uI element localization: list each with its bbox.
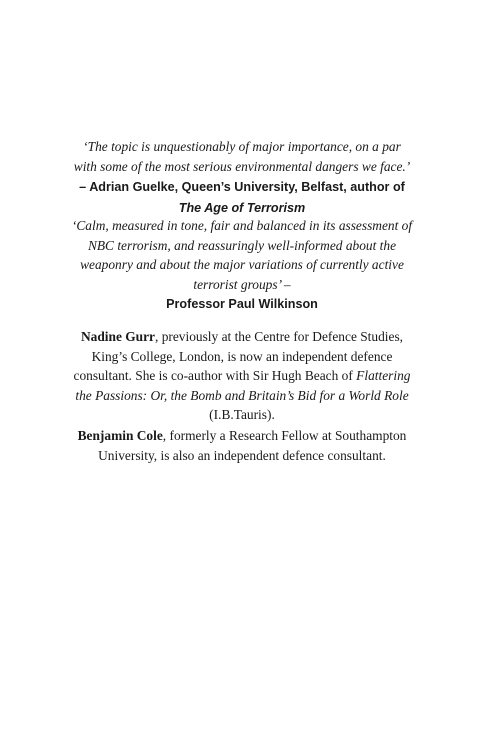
author-book-title: Flattering the Passions: Or, the Bomb and Britain’s Bid for a World Role — [75, 368, 411, 403]
author-name: Benjamin Cole — [77, 428, 163, 443]
quote-book-title: The Age of Terrorism — [178, 200, 306, 215]
author-book-publisher: (I.B.Tauris). — [209, 407, 275, 423]
author-bio-text: , formerly a Research Fellow at Southampton University, is also an independent defence consultant. — [98, 428, 407, 463]
quote-text: ‘Calm, measured in tone, fair and balanced in its assessment of NBC terrorism, and reassuringly well-informed about the weaponry and about the major variations of currently active terrorist groups’ — [71, 218, 413, 292]
author-bio-gurr — [70, 327, 414, 425]
author-bio-cole — [70, 426, 414, 465]
quote-attribution: – Adrian Guelke, Queen’s University, Belfast, author of — [79, 180, 405, 195]
endorsement-quote-guelke — [70, 137, 414, 218]
quote-attribution: Professor Paul Wilkinson — [166, 297, 318, 312]
quote-text: ‘The topic is unquestionably of major importance, on a par with some of the most serious environmental dangers we face.’ — [73, 139, 411, 174]
endorsement-quote-wilkinson — [70, 216, 414, 315]
author-name: Nadine Gurr — [80, 329, 155, 344]
author-bio-text: , previously at the Centre for Defence Studies, King’s College, London, is now an independent defence consultant. She is co-author with Sir Hugh Beach of — [73, 329, 404, 384]
quote-dash: – — [280, 276, 291, 292]
